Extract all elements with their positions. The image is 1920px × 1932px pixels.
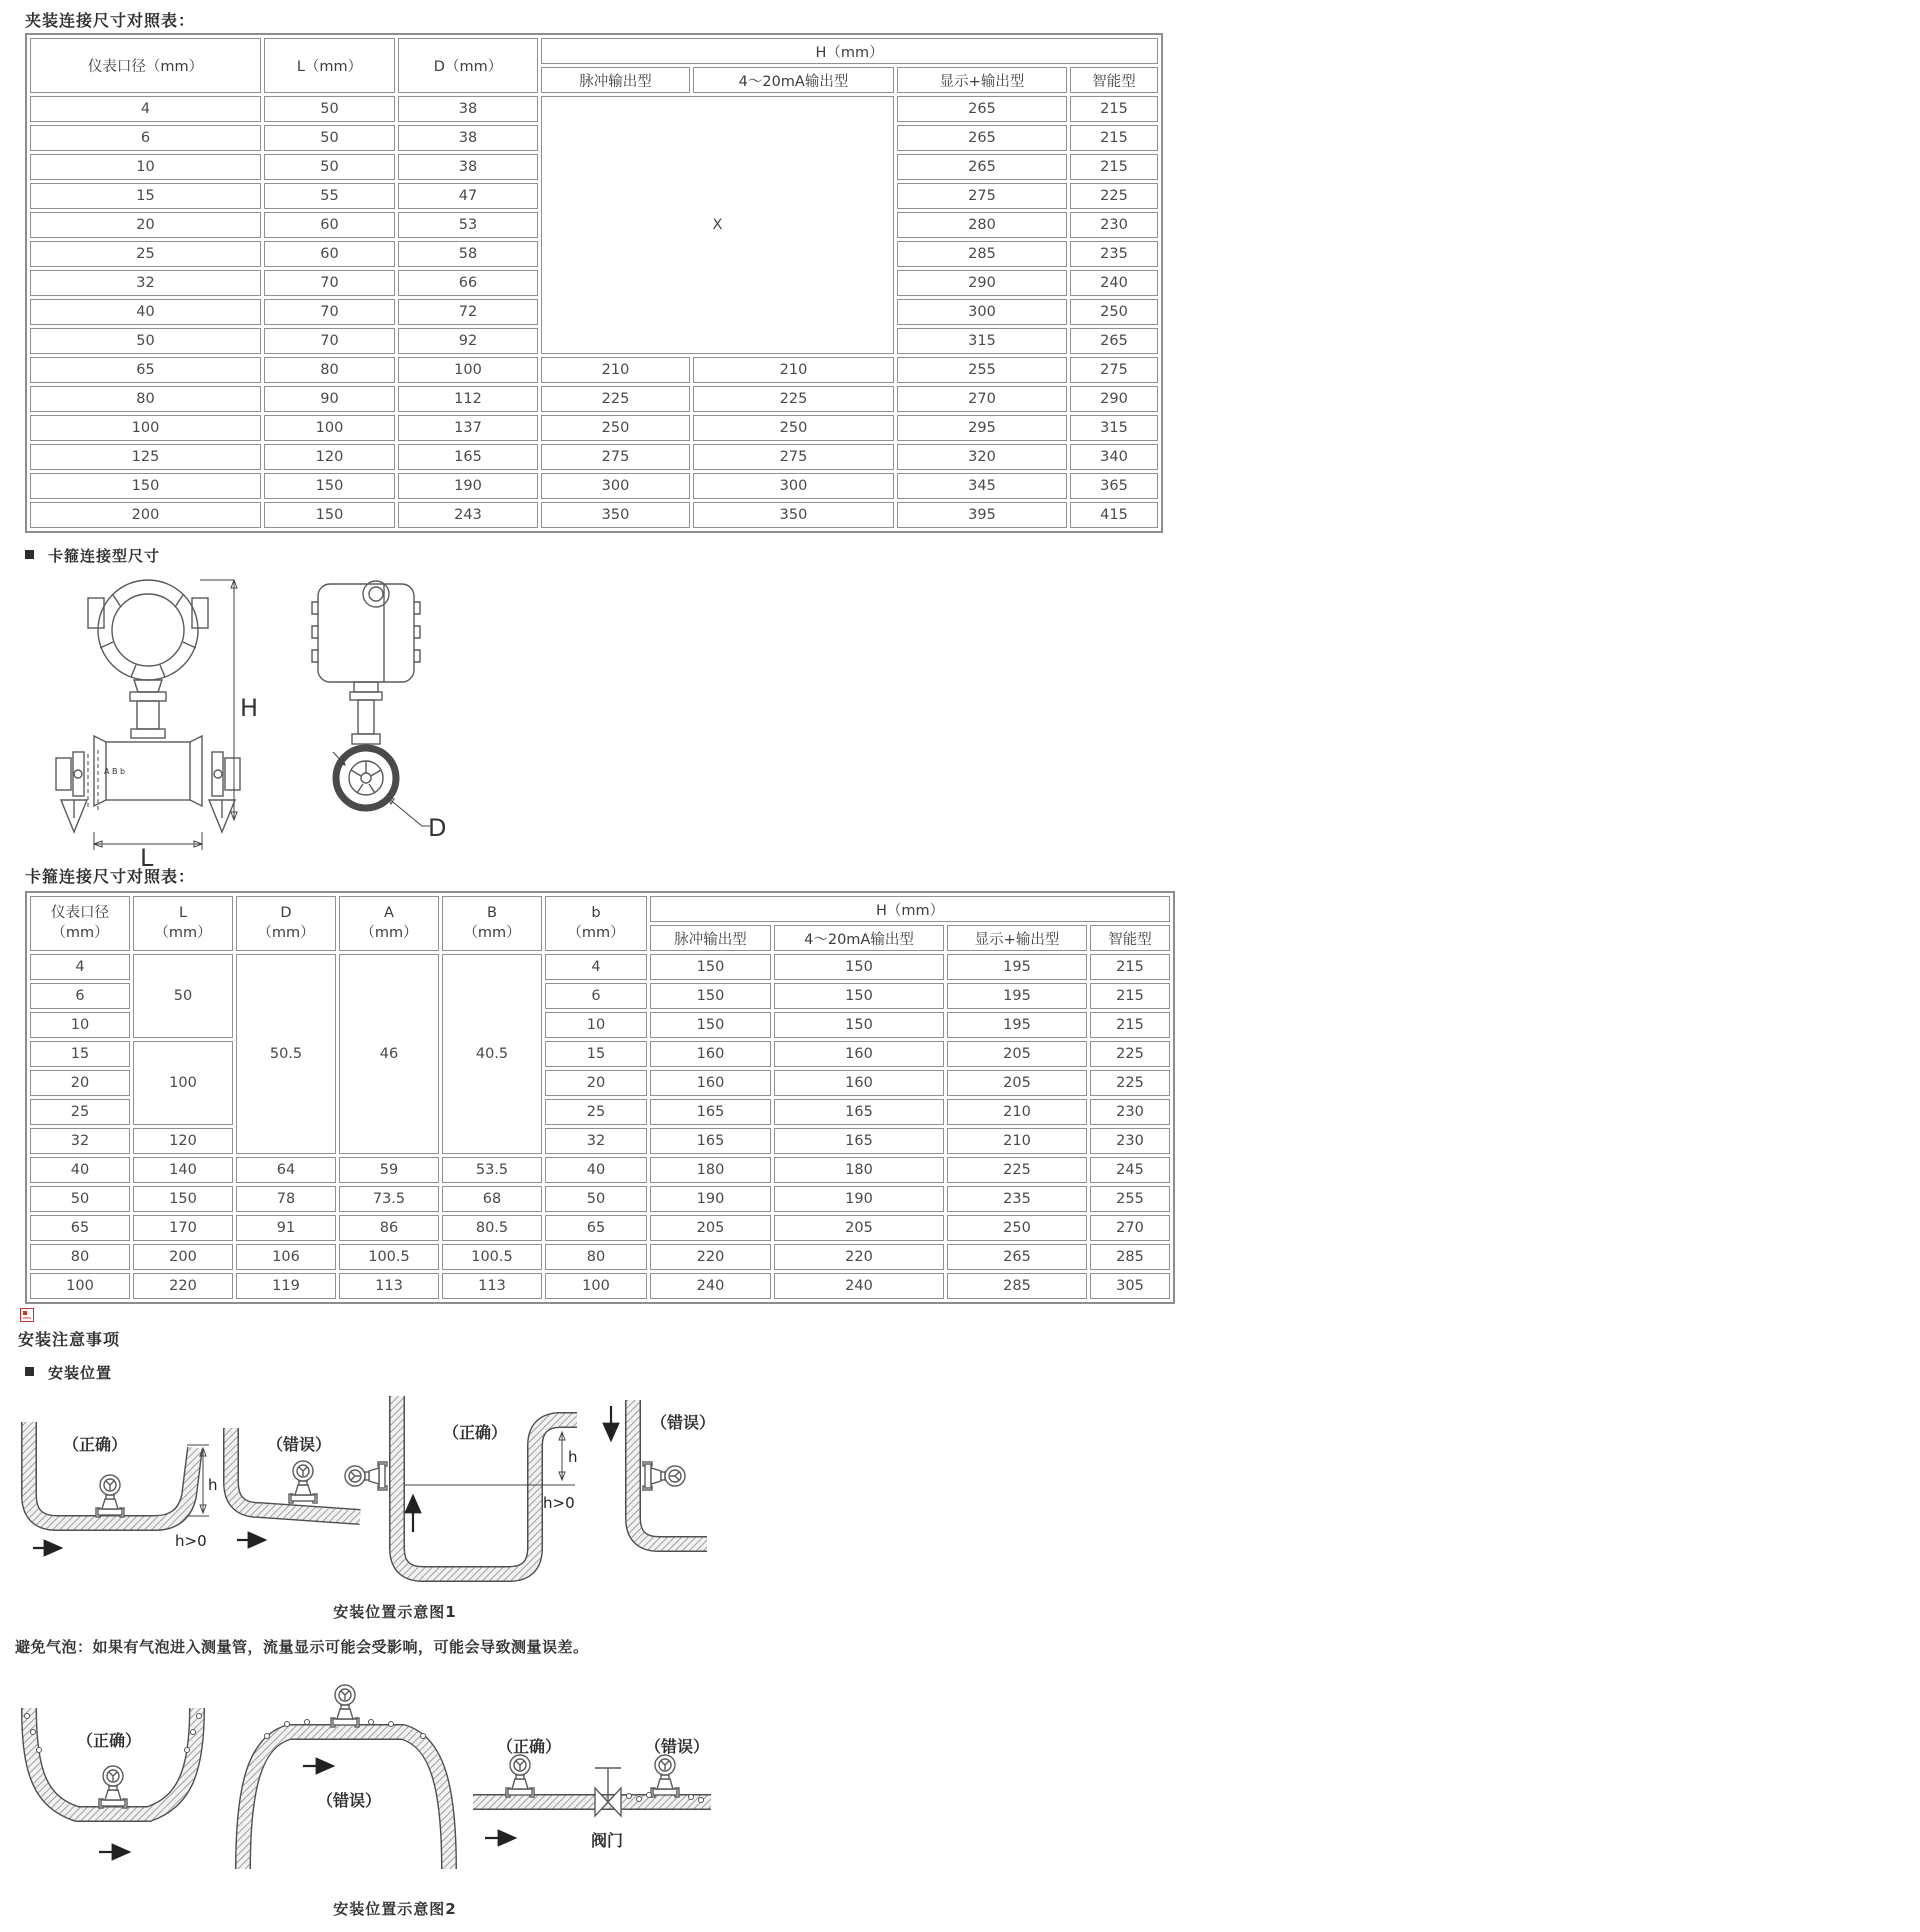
t1-header-2: D（mm） bbox=[398, 38, 538, 93]
flowmeter-glyph bbox=[99, 1766, 127, 1808]
fig2-diagram-wrong-1 bbox=[243, 1685, 449, 1869]
t1-cell-d: 38 bbox=[398, 96, 538, 122]
t2-cell-pulse: 165 bbox=[650, 1128, 771, 1154]
t1-cell-d: 38 bbox=[398, 154, 538, 180]
t1-merged-x-cell: X bbox=[541, 96, 894, 354]
drawing-l-label: L bbox=[140, 844, 154, 868]
t1-header-1: L（mm） bbox=[264, 38, 395, 93]
t2-cell-disp: 210 bbox=[947, 1128, 1087, 1154]
t2-cell-pulse: 180 bbox=[650, 1157, 771, 1183]
t2-header-3 bbox=[339, 896, 439, 951]
t1-cell-smart: 340 bbox=[1070, 444, 1158, 470]
t1-cell-pulse: 250 bbox=[541, 415, 690, 441]
t1-cell-d: 72 bbox=[398, 299, 538, 325]
t1-cell-smart: 230 bbox=[1070, 212, 1158, 238]
t2-cell-l-merged: 100 bbox=[133, 1041, 233, 1125]
t2-cell-a-merged: 46 bbox=[339, 954, 439, 1154]
fig2-diagram-correct-1 bbox=[25, 1708, 202, 1852]
t2-cell-disp: 195 bbox=[947, 983, 1087, 1009]
t2-cell-disp: 205 bbox=[947, 1070, 1087, 1096]
t1-cell-l: 50 bbox=[264, 154, 395, 180]
t2-cell-bb: 100 bbox=[545, 1273, 647, 1299]
t2-cell-bb: 10 bbox=[545, 1012, 647, 1038]
t1-cell-l: 70 bbox=[264, 270, 395, 296]
t2-row bbox=[30, 1215, 1170, 1241]
t2-cell-b: 80.5 bbox=[442, 1215, 542, 1241]
t2-cell-disp: 205 bbox=[947, 1041, 1087, 1067]
t2-cell-bb: 25 bbox=[545, 1099, 647, 1125]
t1-cell-l: 70 bbox=[264, 328, 395, 354]
t1-cell-disp: 300 bbox=[897, 299, 1067, 325]
t1-cell-smart: 215 bbox=[1070, 125, 1158, 151]
t2-cell-a: 59 bbox=[339, 1157, 439, 1183]
drawing-d-label: D bbox=[428, 814, 447, 842]
t1-cell-d: 243 bbox=[398, 502, 538, 528]
t1-cell-pulse: 350 bbox=[541, 502, 690, 528]
t2-cell-dn: 25 bbox=[30, 1099, 130, 1125]
fig1-hgt0-label-2: h>0 bbox=[543, 1494, 575, 1512]
t2-cell-smart: 230 bbox=[1090, 1128, 1170, 1154]
t2-row bbox=[30, 1157, 1170, 1183]
t1-cell-d: 112 bbox=[398, 386, 538, 412]
t1-cell-smart: 265 bbox=[1070, 328, 1158, 354]
t2-cell-bb: 15 bbox=[545, 1041, 647, 1067]
t2-cell-bb: 32 bbox=[545, 1128, 647, 1154]
t1-cell-disp: 275 bbox=[897, 183, 1067, 209]
install-position-figure-1 bbox=[15, 1390, 715, 1602]
fig2-label-wrong-2: （错误） bbox=[645, 1737, 710, 1756]
t2-header-unit: （mm） bbox=[463, 924, 521, 941]
t2-cell-dn: 65 bbox=[30, 1215, 130, 1241]
t1-cell-d: 66 bbox=[398, 270, 538, 296]
t2-header-2 bbox=[236, 896, 336, 951]
tri-clamp-dimension-table bbox=[25, 891, 1175, 1304]
t2-cell-d: 91 bbox=[236, 1215, 336, 1241]
t2-cell-ma: 160 bbox=[774, 1041, 944, 1067]
t2-header-name: L bbox=[178, 904, 188, 921]
t2-cell-disp: 225 bbox=[947, 1157, 1087, 1183]
t1-cell-disp: 255 bbox=[897, 357, 1067, 383]
t1-row bbox=[30, 473, 1158, 499]
t2-cell-smart: 255 bbox=[1090, 1186, 1170, 1212]
t2-cell-a: 86 bbox=[339, 1215, 439, 1241]
t2-cell-ma: 150 bbox=[774, 1012, 944, 1038]
square-bullet-icon bbox=[25, 550, 34, 559]
t2-cell-dn: 100 bbox=[30, 1273, 130, 1299]
t2-cell-disp: 285 bbox=[947, 1273, 1087, 1299]
t1-cell-l: 50 bbox=[264, 125, 395, 151]
t1-cell-l: 150 bbox=[264, 502, 395, 528]
t1-cell-dn: 20 bbox=[30, 212, 261, 238]
t1-cell-l: 120 bbox=[264, 444, 395, 470]
t1-cell-disp: 295 bbox=[897, 415, 1067, 441]
t2-cell-l: 140 bbox=[133, 1157, 233, 1183]
t1-cell-dn: 40 bbox=[30, 299, 261, 325]
t2-cell-pulse: 160 bbox=[650, 1070, 771, 1096]
valve-label: 阀门 bbox=[591, 1831, 624, 1850]
flowmeter-glyph bbox=[345, 1462, 387, 1490]
t2-header-name: 仪表口径 bbox=[51, 904, 109, 921]
t1-subheader-3: 智能型 bbox=[1070, 67, 1158, 93]
t2-cell-ma: 160 bbox=[774, 1070, 944, 1096]
drawing-small-dims-label: A B b bbox=[104, 767, 126, 776]
install-position-title: 安装位置 bbox=[48, 1364, 113, 1382]
t2-cell-dn: 6 bbox=[30, 983, 130, 1009]
t1-cell-smart: 275 bbox=[1070, 357, 1158, 383]
section2-heading bbox=[25, 545, 160, 566]
fig1-diagram-wrong-2 bbox=[611, 1400, 715, 1544]
t2-cell-dn: 15 bbox=[30, 1041, 130, 1067]
flowmeter-glyph bbox=[96, 1475, 124, 1517]
t2-cell-dn: 80 bbox=[30, 1244, 130, 1270]
t1-cell-dn: 80 bbox=[30, 386, 261, 412]
bubble-avoidance-note: 避免气泡：如果有气泡进入测量管，流量显示可能会受影响，可能会导致测量误差。 bbox=[15, 1638, 589, 1656]
t2-cell-ma: 150 bbox=[774, 983, 944, 1009]
t1-cell-l: 55 bbox=[264, 183, 395, 209]
t1-cell-disp: 345 bbox=[897, 473, 1067, 499]
t1-cell-dn: 10 bbox=[30, 154, 261, 180]
t2-cell-d: 119 bbox=[236, 1273, 336, 1299]
t1-cell-l: 60 bbox=[264, 241, 395, 267]
t1-cell-d: 137 bbox=[398, 415, 538, 441]
t2-cell-dn: 4 bbox=[30, 954, 130, 980]
t2-cell-ma: 220 bbox=[774, 1244, 944, 1270]
t1-header-0: 仪表口径（mm） bbox=[30, 38, 261, 93]
t1-cell-disp: 265 bbox=[897, 96, 1067, 122]
t2-cell-ma: 180 bbox=[774, 1157, 944, 1183]
t1-cell-d: 190 bbox=[398, 473, 538, 499]
t1-cell-smart: 365 bbox=[1070, 473, 1158, 499]
t2-cell-smart: 270 bbox=[1090, 1215, 1170, 1241]
t1-cell-smart: 250 bbox=[1070, 299, 1158, 325]
t2-cell-bb: 80 bbox=[545, 1244, 647, 1270]
t1-cell-ma: 225 bbox=[693, 386, 894, 412]
t2-cell-pulse: 240 bbox=[650, 1273, 771, 1299]
t2-header-name: D bbox=[280, 904, 292, 921]
t2-cell-pulse: 205 bbox=[650, 1215, 771, 1241]
fig1-label-wrong-2: （错误） bbox=[651, 1413, 715, 1432]
table1-title: 夹装连接尺寸对照表： bbox=[25, 11, 196, 30]
t2-header-4 bbox=[442, 896, 542, 951]
t1-cell-smart: 235 bbox=[1070, 241, 1158, 267]
t2-cell-d-merged: 50.5 bbox=[236, 954, 336, 1154]
t2-cell-l: 200 bbox=[133, 1244, 233, 1270]
table2-title: 卡箍连接尺寸对照表： bbox=[25, 867, 196, 886]
t1-cell-smart: 290 bbox=[1070, 386, 1158, 412]
flowmeter-side-view bbox=[312, 581, 446, 842]
t2-cell-disp: 195 bbox=[947, 1012, 1087, 1038]
t1-cell-dn: 6 bbox=[30, 125, 261, 151]
t2-cell-smart: 215 bbox=[1090, 954, 1170, 980]
t2-subheader-3: 智能型 bbox=[1090, 925, 1170, 951]
install-position-heading bbox=[25, 1362, 112, 1383]
t2-cell-smart: 215 bbox=[1090, 983, 1170, 1009]
t2-header-1 bbox=[133, 896, 233, 951]
t2-row bbox=[30, 1128, 1170, 1154]
t2-row bbox=[30, 1244, 1170, 1270]
t1-cell-disp: 290 bbox=[897, 270, 1067, 296]
t2-cell-dn: 40 bbox=[30, 1157, 130, 1183]
flowmeter-dimension-drawing bbox=[28, 568, 458, 868]
t1-cell-d: 92 bbox=[398, 328, 538, 354]
t2-cell-smart: 285 bbox=[1090, 1244, 1170, 1270]
fig1-label-correct-1: （正确） bbox=[63, 1435, 128, 1454]
t2-cell-bb: 50 bbox=[545, 1186, 647, 1212]
t1-cell-ma: 210 bbox=[693, 357, 894, 383]
t2-cell-ma: 190 bbox=[774, 1186, 944, 1212]
t2-header-0 bbox=[30, 896, 130, 951]
t2-cell-d: 106 bbox=[236, 1244, 336, 1270]
section2-title: 卡箍连接型尺寸 bbox=[48, 547, 161, 565]
t1-cell-dn: 32 bbox=[30, 270, 261, 296]
t2-cell-l-merged: 50 bbox=[133, 954, 233, 1038]
clamp-mount-dimension-table bbox=[25, 33, 1163, 533]
t1-cell-smart: 215 bbox=[1070, 154, 1158, 180]
flowmeter-glyph bbox=[651, 1755, 679, 1797]
t1-cell-l: 90 bbox=[264, 386, 395, 412]
t1-cell-dn: 150 bbox=[30, 473, 261, 499]
t2-cell-disp: 265 bbox=[947, 1244, 1087, 1270]
t1-subheader-2: 显示+输出型 bbox=[897, 67, 1067, 93]
t1-cell-l: 70 bbox=[264, 299, 395, 325]
t2-cell-a: 73.5 bbox=[339, 1186, 439, 1212]
t2-cell-l-merged: 120 bbox=[133, 1128, 233, 1154]
figure2-caption: 安装位置示意图2 bbox=[333, 1900, 457, 1918]
t2-subheader-1: 4～20mA输出型 bbox=[774, 925, 944, 951]
t2-cell-disp: 195 bbox=[947, 954, 1087, 980]
t1-cell-dn: 200 bbox=[30, 502, 261, 528]
broken-image-icon bbox=[20, 1308, 34, 1322]
t1-subheader-0: 脉冲输出型 bbox=[541, 67, 690, 93]
t1-row bbox=[30, 502, 1158, 528]
t1-cell-smart: 415 bbox=[1070, 502, 1158, 528]
install-position-figure-2 bbox=[15, 1674, 715, 1896]
t2-cell-dn: 32 bbox=[30, 1128, 130, 1154]
t1-cell-dn: 15 bbox=[30, 183, 261, 209]
t2-header-name: b bbox=[591, 904, 601, 921]
t2-cell-smart: 230 bbox=[1090, 1099, 1170, 1125]
t2-cell-pulse: 190 bbox=[650, 1186, 771, 1212]
t1-header-h-group: H（mm） bbox=[541, 38, 1158, 64]
t2-cell-bb: 40 bbox=[545, 1157, 647, 1183]
t1-cell-smart: 215 bbox=[1070, 96, 1158, 122]
t2-header-unit: （mm） bbox=[51, 924, 109, 941]
t1-cell-d: 53 bbox=[398, 212, 538, 238]
t1-cell-dn: 65 bbox=[30, 357, 261, 383]
t1-cell-l: 60 bbox=[264, 212, 395, 238]
fig1-diagram-correct-1 bbox=[29, 1422, 218, 1550]
t2-cell-smart: 305 bbox=[1090, 1273, 1170, 1299]
fig2-label-wrong-1: （错误） bbox=[317, 1791, 382, 1810]
t1-cell-disp: 270 bbox=[897, 386, 1067, 412]
t1-cell-l: 50 bbox=[264, 96, 395, 122]
t1-cell-pulse: 210 bbox=[541, 357, 690, 383]
t2-cell-bb: 20 bbox=[545, 1070, 647, 1096]
t1-cell-d: 38 bbox=[398, 125, 538, 151]
t2-cell-d: 78 bbox=[236, 1186, 336, 1212]
t1-cell-ma: 250 bbox=[693, 415, 894, 441]
t1-cell-ma: 275 bbox=[693, 444, 894, 470]
t2-cell-disp: 210 bbox=[947, 1099, 1087, 1125]
t2-header-unit: （mm） bbox=[154, 924, 212, 941]
t2-cell-dn: 20 bbox=[30, 1070, 130, 1096]
fig2-label-correct-2: （正确） bbox=[497, 1737, 562, 1756]
t2-row bbox=[30, 1273, 1170, 1299]
t2-cell-bb: 6 bbox=[545, 983, 647, 1009]
t1-cell-disp: 265 bbox=[897, 154, 1067, 180]
t2-cell-smart: 225 bbox=[1090, 1041, 1170, 1067]
t2-cell-d: 64 bbox=[236, 1157, 336, 1183]
t1-cell-d: 165 bbox=[398, 444, 538, 470]
t2-header-name: B bbox=[487, 904, 497, 921]
fig1-hgt0-label: h>0 bbox=[175, 1532, 207, 1550]
t2-cell-l: 220 bbox=[133, 1273, 233, 1299]
t1-cell-disp: 320 bbox=[897, 444, 1067, 470]
t1-cell-disp: 265 bbox=[897, 125, 1067, 151]
t2-cell-ma: 165 bbox=[774, 1099, 944, 1125]
t2-row bbox=[30, 1186, 1170, 1212]
t1-cell-ma: 350 bbox=[693, 502, 894, 528]
t2-cell-disp: 250 bbox=[947, 1215, 1087, 1241]
t2-header-5 bbox=[545, 896, 647, 951]
fig2-label-correct-1: （正确） bbox=[77, 1731, 142, 1750]
t1-cell-ma: 300 bbox=[693, 473, 894, 499]
t2-cell-b: 100.5 bbox=[442, 1244, 542, 1270]
t2-cell-ma: 165 bbox=[774, 1128, 944, 1154]
t2-cell-b: 53.5 bbox=[442, 1157, 542, 1183]
drawing-h-label: H bbox=[240, 694, 259, 722]
t2-header-unit: （mm） bbox=[567, 924, 625, 941]
t2-cell-ma: 240 bbox=[774, 1273, 944, 1299]
fig1-label-correct-2: （正确） bbox=[443, 1423, 508, 1442]
t2-header-h-group: H（mm） bbox=[650, 896, 1170, 922]
t2-header-unit: （mm） bbox=[257, 924, 315, 941]
t1-cell-d: 47 bbox=[398, 183, 538, 209]
t2-header-name: A bbox=[384, 904, 394, 921]
t1-row bbox=[30, 444, 1158, 470]
t1-cell-smart: 315 bbox=[1070, 415, 1158, 441]
fig1-label-wrong-1: （错误） bbox=[267, 1435, 332, 1454]
t1-row bbox=[30, 357, 1158, 383]
t1-row bbox=[30, 415, 1158, 441]
fig1-diagram-wrong-1 bbox=[231, 1428, 360, 1540]
fig2-diagram-valve bbox=[473, 1737, 711, 1850]
t2-cell-pulse: 220 bbox=[650, 1244, 771, 1270]
t2-cell-pulse: 160 bbox=[650, 1041, 771, 1067]
t1-cell-pulse: 300 bbox=[541, 473, 690, 499]
fig1-diagram-correct-2 bbox=[345, 1396, 578, 1574]
figure1-caption: 安装位置示意图1 bbox=[333, 1603, 457, 1621]
t1-cell-disp: 315 bbox=[897, 328, 1067, 354]
t2-cell-l: 170 bbox=[133, 1215, 233, 1241]
flowmeter-glyph bbox=[289, 1461, 317, 1503]
flowmeter-front-view bbox=[56, 580, 258, 868]
t2-cell-a: 113 bbox=[339, 1273, 439, 1299]
t2-row bbox=[30, 1041, 1170, 1067]
t2-cell-l: 150 bbox=[133, 1186, 233, 1212]
t1-cell-dn: 4 bbox=[30, 96, 261, 122]
t1-subheader-1: 4～20mA输出型 bbox=[693, 67, 894, 93]
t1-cell-disp: 285 bbox=[897, 241, 1067, 267]
t1-cell-l: 80 bbox=[264, 357, 395, 383]
t2-cell-pulse: 150 bbox=[650, 954, 771, 980]
t2-cell-dn: 10 bbox=[30, 1012, 130, 1038]
t2-cell-smart: 215 bbox=[1090, 1012, 1170, 1038]
t1-row bbox=[30, 96, 1158, 122]
t2-cell-ma: 205 bbox=[774, 1215, 944, 1241]
t1-cell-dn: 50 bbox=[30, 328, 261, 354]
t1-cell-dn: 100 bbox=[30, 415, 261, 441]
t2-cell-b: 68 bbox=[442, 1186, 542, 1212]
t1-cell-l: 100 bbox=[264, 415, 395, 441]
t2-cell-b-merged: 40.5 bbox=[442, 954, 542, 1154]
fig1-h-label: h bbox=[208, 1476, 218, 1494]
square-bullet-icon bbox=[25, 1367, 34, 1376]
t1-cell-smart: 225 bbox=[1070, 183, 1158, 209]
t2-cell-ma: 150 bbox=[774, 954, 944, 980]
fig1-h-label-2: h bbox=[568, 1448, 578, 1466]
t2-cell-b: 113 bbox=[442, 1273, 542, 1299]
t1-cell-disp: 395 bbox=[897, 502, 1067, 528]
t2-cell-bb: 65 bbox=[545, 1215, 647, 1241]
t2-cell-pulse: 165 bbox=[650, 1099, 771, 1125]
t2-cell-disp: 235 bbox=[947, 1186, 1087, 1212]
flowmeter-glyph bbox=[331, 1685, 359, 1727]
t2-cell-pulse: 150 bbox=[650, 983, 771, 1009]
t1-cell-pulse: 275 bbox=[541, 444, 690, 470]
t1-row bbox=[30, 386, 1158, 412]
flowmeter-glyph bbox=[643, 1462, 685, 1490]
t1-cell-l: 150 bbox=[264, 473, 395, 499]
t1-cell-dn: 125 bbox=[30, 444, 261, 470]
t2-header-unit: （mm） bbox=[360, 924, 418, 941]
t1-cell-d: 100 bbox=[398, 357, 538, 383]
t2-cell-pulse: 150 bbox=[650, 1012, 771, 1038]
flowmeter-glyph bbox=[506, 1755, 534, 1797]
t2-cell-smart: 245 bbox=[1090, 1157, 1170, 1183]
t2-subheader-2: 显示+输出型 bbox=[947, 925, 1087, 951]
t1-cell-smart: 240 bbox=[1070, 270, 1158, 296]
install-notes-title: 安装注意事项 bbox=[18, 1330, 121, 1349]
t1-cell-pulse: 225 bbox=[541, 386, 690, 412]
t1-cell-dn: 25 bbox=[30, 241, 261, 267]
t2-subheader-0: 脉冲输出型 bbox=[650, 925, 771, 951]
t2-cell-a: 100.5 bbox=[339, 1244, 439, 1270]
t1-cell-disp: 280 bbox=[897, 212, 1067, 238]
t2-cell-smart: 225 bbox=[1090, 1070, 1170, 1096]
t2-cell-dn: 50 bbox=[30, 1186, 130, 1212]
t2-cell-bb: 4 bbox=[545, 954, 647, 980]
t1-cell-d: 58 bbox=[398, 241, 538, 267]
t2-row bbox=[30, 954, 1170, 980]
